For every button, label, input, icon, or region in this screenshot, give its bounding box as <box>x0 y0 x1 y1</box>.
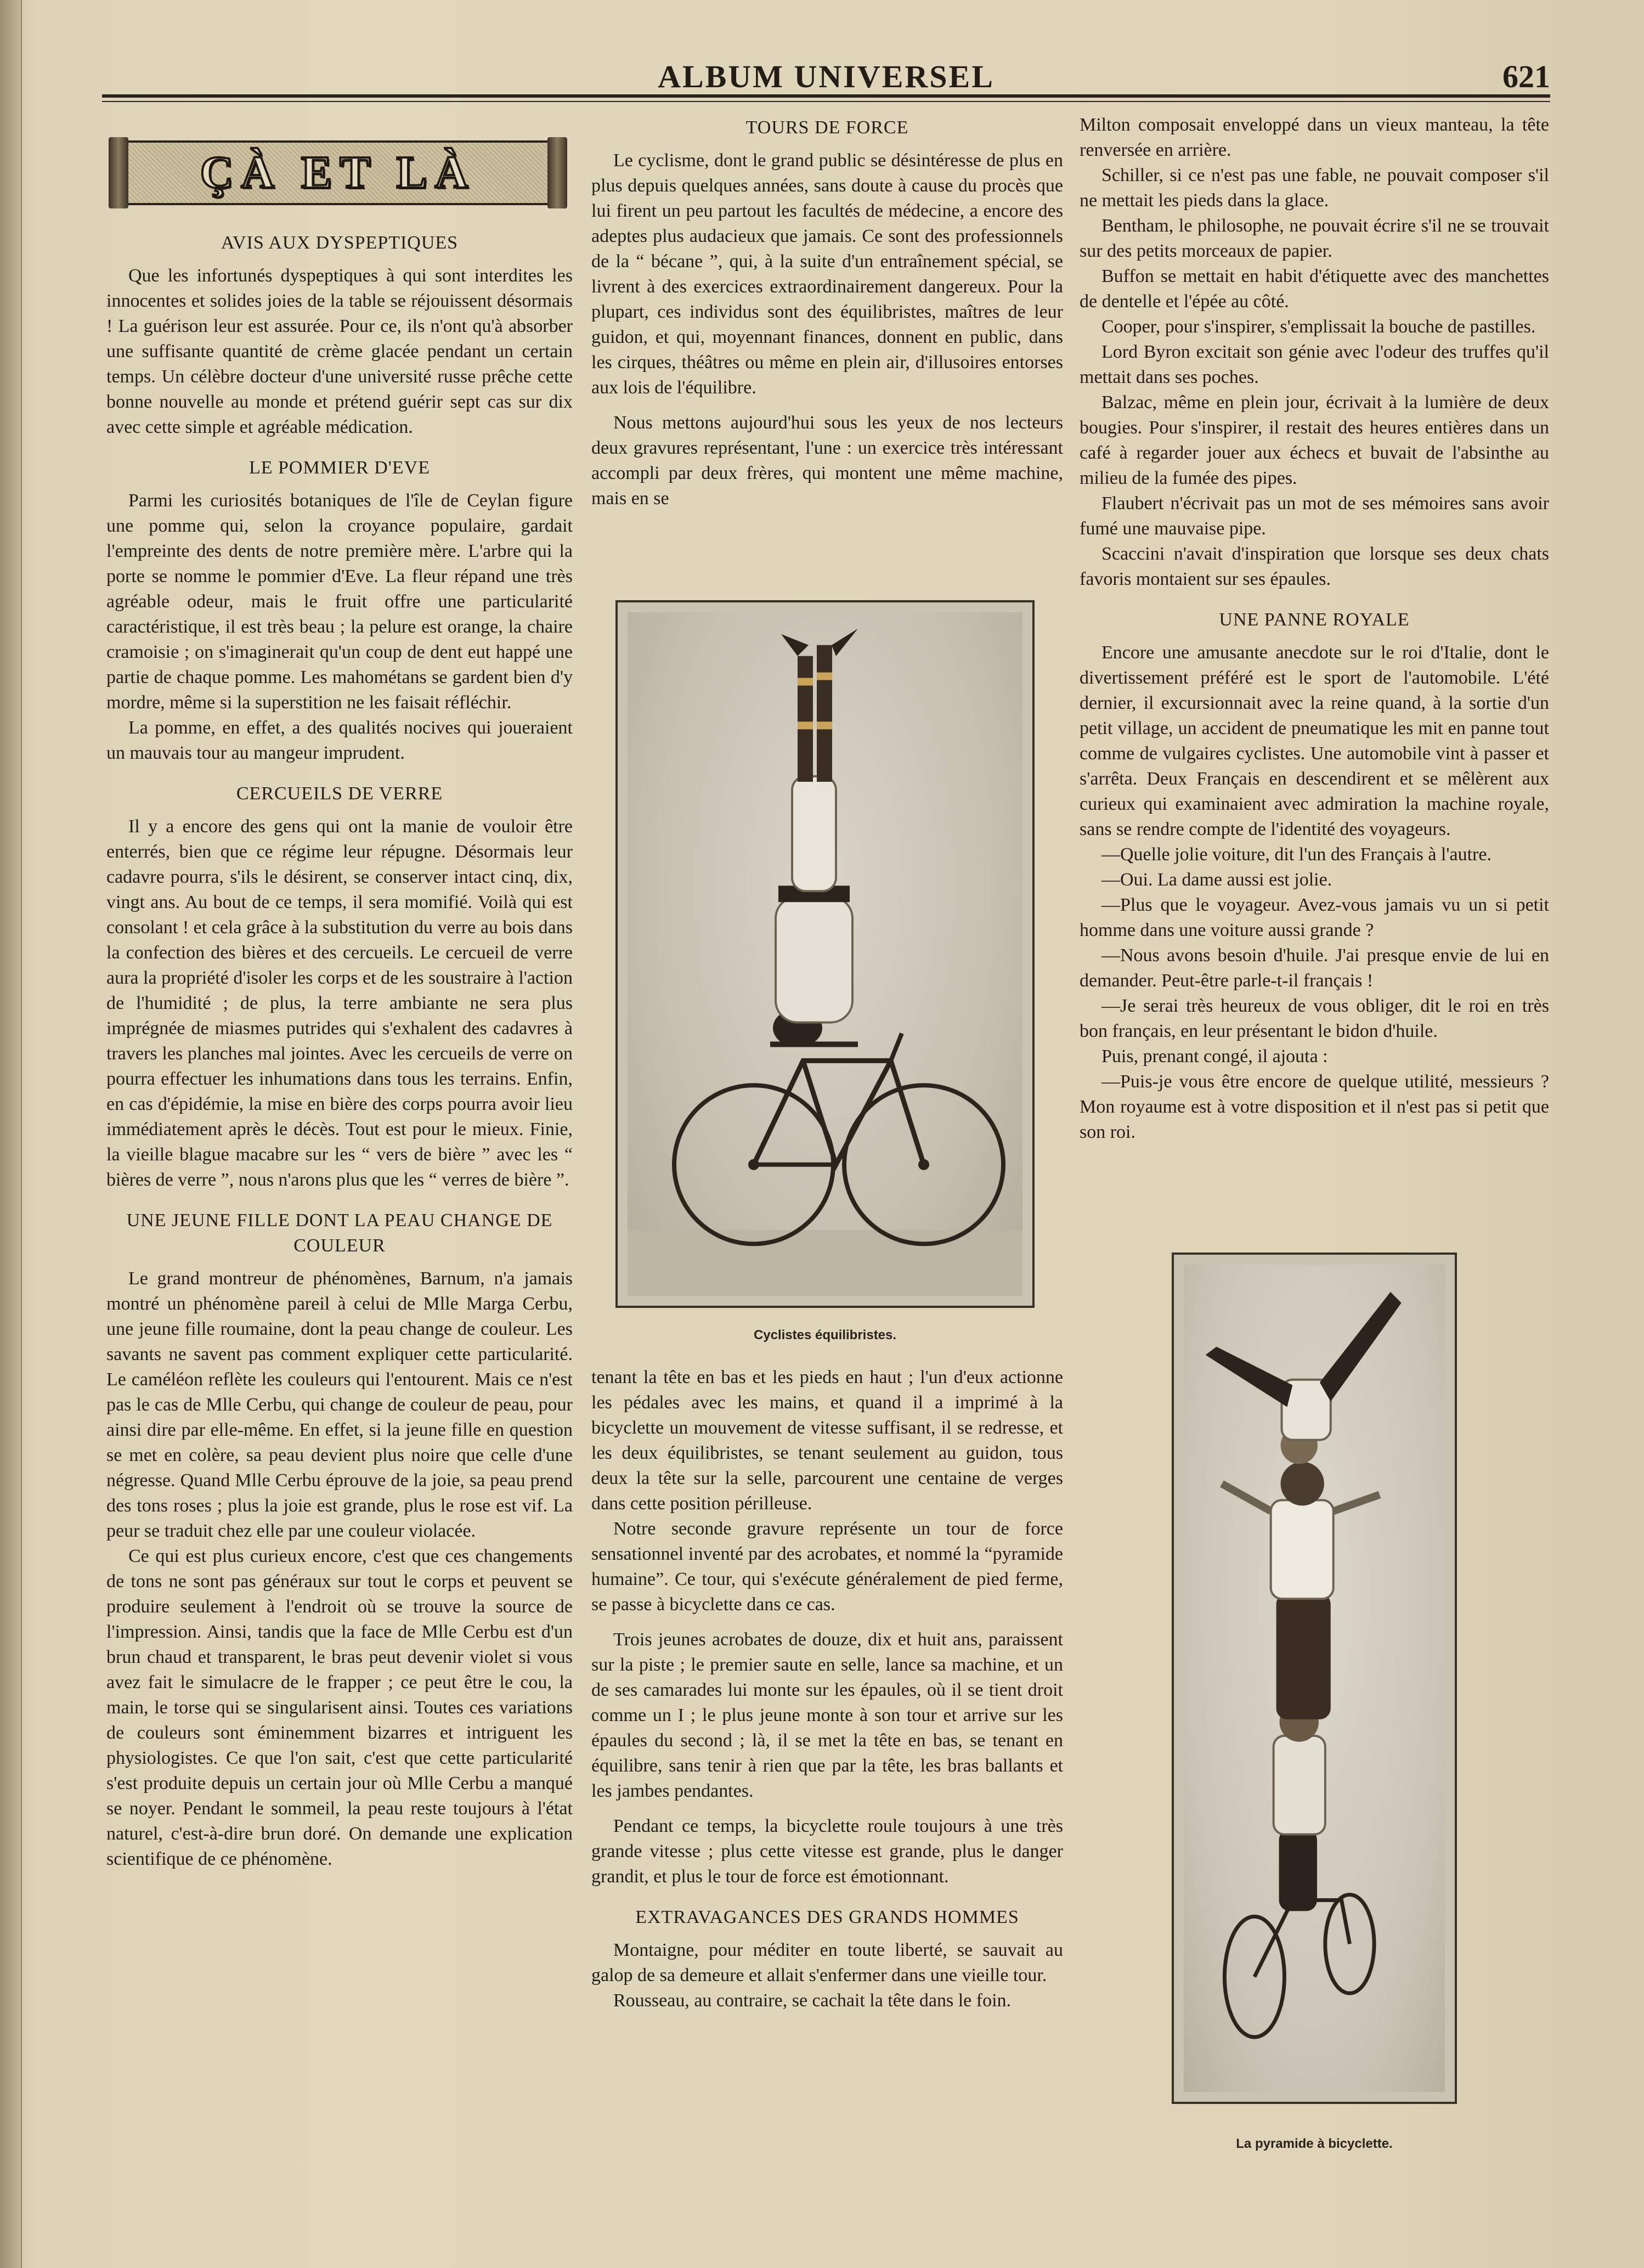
header-rule-thick <box>102 94 1550 98</box>
article-title: AVIS AUX DYSPEPTIQUES <box>221 233 459 253</box>
article-paragraph: Ce qui est plus curieux encore, c'est que ces changements de tons ne sont pas généraux sur tout le corps et peuvent se produire seulement à l'endroit où se trouve la source de l'impression. Ainsi, tandis que la face de Mlle Cerbu est d'un brun chaud et transparent, le bras peut devenir violet si vous avez fait le simulacre de le frapper ; ce peut être le cou, la main, le torse qui se singularisent ainsi. Toutes ces variations de couleurs sont éminemment bizarres et intriguent les physiologistes. Ce que l'on sait, c'est que cette particularité s'est produite depuis un certain jour où Mlle Cerbu a manqué se noyer. Pendant le sommeil, la peau reste toujours à l'état naturel, c'est-à-dire brun doré. On demande une explication scientifique de ce phénomène. <box>106 1546 573 1869</box>
article-paragraph: Notre seconde gravure représente un tour de force sensationnel inventé par des acrobates, et nommé la “pyramide humaine”. Ce tour, qui s'exécute généralement de pied ferme, se passe à bicyclette dans ce cas. <box>591 1519 1063 1615</box>
page-number: 621 <box>1502 59 1550 94</box>
column-middle-bottom <box>591 1365 1063 2013</box>
article-paragraph: Montaigne, pour méditer en toute liberté, se sauvait au galop de sa demeure et allait s'enfermer dans une vieille tour. <box>591 1940 1063 1985</box>
article-paragraph: Parmi les curiosités botaniques de l'île de Ceylan figure une pomme qui, selon la croyance populaire, gardait l'empreinte des dents de notre première mère. L'arbre qui la porte se nomme le pommier d'Eve. La fleur répand une très agréable odeur, mais le fruit offre une particularité caractéristique, il est très beau ; la pelure est orange, la chaire cramoisie ; on s'imaginerait qu'un coup de dent eut happé une partie de chaque pomme. Les mahométans se gardent bien d'y mordre, même si la superstition ne les faisait réfléchir. <box>106 490 573 713</box>
article-paragraph: Flaubert n'écrivait pas un mot de ses mémoires sans avoir fumé une mauvaise pipe. <box>1080 493 1549 539</box>
article-paragraph: Trois jeunes acrobates de douze, dix et huit ans, paraissent sur la piste ; le premier saute en selle, lance sa machine, et un de ses camarades lui monte sur les épaules, où il se tient droit comme un I ; le plus jeune monte à son tour et arrive sur les épaules du second ; là, il se met la tête en bas, se tenant en équilibre, sans tenir à rien que par la tête, les bras ballants et les jambes pendantes. <box>591 1629 1063 1801</box>
column-right <box>1080 112 1549 1145</box>
article-title: CERCUEILS DE VERRE <box>236 783 443 804</box>
article-paragraph: —Puis-je vous être encore de quelque utilité, messieurs ? Mon royaume est à votre disposition et il n'est pas si petit que son roi. <box>1080 1071 1549 1142</box>
article-paragraph: —Plus que le voyageur. Avez-vous jamais vu un si petit homme dans une voiture aussi grande ? <box>1080 895 1549 940</box>
upside-down-cyclists-illustration <box>628 612 1022 1296</box>
column-middle-top <box>591 115 1063 511</box>
article-title: EXTRAVAGANCES DES GRANDS HOMMES <box>635 1907 1019 1927</box>
article-paragraph: Scaccini n'avait d'inspiration que lorsque ses deux chats favoris montaient sur ses épaules. <box>1080 544 1549 589</box>
column-left <box>106 230 573 1872</box>
article-title: TOURS DE FORCE <box>745 117 909 138</box>
photo-image <box>1184 1265 1445 2092</box>
article-paragraph: Le grand montreur de phénomènes, Barnum, n'a jamais montré un phénomène pareil à celui de Mlle Marga Cerbu, une jeune fille roumaine, dont la peau change de couleur. Les savants ne savent pas comment expliquer cette particularité. Le caméléon reflète les couleurs qui l'entourent. Mais ce n'est pas le cas de Mlle Cerbu, qui change de couleur de peau, pour ainsi dire par elle-même. En effet, si la jeune fille en question se met en colère, sa peau devient plus noire que celle d'une négresse. Quand Mlle Cerbu éprouve de la joie, sa peau prend des tons roses ; plus la joie est grande, plus le rose est vif. La peur se traduit chez elle par une couleur violacée. <box>106 1268 573 1541</box>
article-paragraph: —Nous avons besoin d'huile. J'ai presque envie de lui en demander. Peut-être parle-t-il français ! <box>1080 945 1549 991</box>
photo-cyclistes-equilibristes <box>615 600 1035 1308</box>
page-binding-edge <box>0 0 22 2268</box>
article-paragraph: Nous mettons aujourd'hui sous les yeux de nos lecteurs deux gravures représentant, l'une : un exercice très intéressant accompli par deux frères, qui montent une même machine, mais en se <box>591 413 1063 509</box>
article-paragraph: Rousseau, au contraire, se cachait la tête dans le foin. <box>613 1990 1012 2011</box>
article-paragraph: tenant la tête en bas et les pieds en haut ; l'un d'eux actionne les pédales avec les mains, et quand il a imprimé à la bicyclette un mouvement de vitesse suffisant, il se redresse, et les deux équilibristes, se tenant seulement au guidon, tous deux la tête sur la selle, parcourent une centaine de verges dans cette position périlleuse. <box>591 1367 1063 1514</box>
article-paragraph: —Quelle jolie voiture, dit l'un des Français à l'autre. <box>1101 844 1492 865</box>
article-paragraph: Encore une amusante anecdote sur le roi d'Italie, dont le divertissement préféré est le sport de l'automobile. L'été dernier, il excursionnait avec la reine quand, à la sortie d'un petit village, un accident de pneumatique les mit en panne tout comme de vulgaires cyclistes. Une automobile vint à passer et s'arrêta. Deux Français en descendirent et se mêlèrent aux curieux qui examinaient avec admiration la machine royale, sans se rendre compte de l'identité des voyageurs. <box>1080 642 1549 839</box>
photo-image <box>628 612 1022 1296</box>
article-paragraph: Balzac, même en plein jour, écrivait à la lumière de deux bougies. Pour s'inspirer, il restait des heures entières dans un café à regarder jouer aux échecs et buvait de l'absinthe au milieu de la fumée des pipes. <box>1080 392 1549 488</box>
article-paragraph: La pomme, en effet, a des qualités nocives qui joueraient un mauvais tour au mangeur imprudent. <box>106 718 573 763</box>
banner-label: ÇÀ ET LÀ <box>200 147 476 198</box>
photo-caption: La pyramide à bicyclette. <box>1236 2136 1393 2151</box>
page-header <box>102 55 1550 99</box>
article-paragraph: —Je serai très heureux de vous obliger, dit le roi en très bon français, en leur présentant le bidon d'huile. <box>1080 996 1549 1041</box>
article-paragraph: Que les infortunés dyspeptiques à qui sont interdites les innocentes et solides joies de la table se réjouissent désormais ! La guérison leur est assurée. Pour ce, ils n'ont qu'à absorber une suffisante quantité de crème glacée pendant un certain temps. Un célèbre docteur d'une université russe prêche cette bonne nouvelle au monde et prétend guérir sept cas sur dix avec cette simple et agréable médication. <box>106 266 573 437</box>
article-paragraph: Puis, prenant congé, il ajouta : <box>1101 1046 1328 1067</box>
article-paragraph: —Oui. La dame aussi est jolie. <box>1101 870 1332 890</box>
article-paragraph: Buffon se mettait en habit d'étiquette avec des manchettes de dentelle et l'épée au côté. <box>1080 266 1549 312</box>
article-paragraph: Il y a encore des gens qui ont la manie de vouloir être enterrés, bien que ce régime leur répugne. Désormais leur cadavre pourra, s'ils le désirent, se conserver intact cinq, dix, vingt ans. Au bout de ce temps, il sera momifié. Voilà qui est consolant ! et cela grâce à la substitution du verre au bois dans la confection des bières et des cercueils. Le cercueil de verre aura la propriété d'isoler les corps et de les soustraire à l'action de l'humidité ; de plus, la terre ambiante ne sera plus imprégnée de miasmes putrides qui s'exhalent des cadavres à travers les planches mal jointes. Avec les cercueils de verre on pourra effectuer les inhumations dans tous les terrains. Enfin, en cas d'épidémie, la mise en bière des corps pourra avoir lieu immédiatement après le décès. Tout est pour le mieux. Finie, la vieille blague macabre sur les “ vers de bière ” avec les “ bières de verre ”, nous n'arons plus que les “ verres de bière ”. <box>106 816 573 1190</box>
article-title: UNE PANNE ROYALE <box>1219 610 1410 630</box>
photo-pyramide-a-bicyclette <box>1172 1253 1457 2104</box>
header-rule-thin <box>102 101 1550 102</box>
article-paragraph: Milton composait enveloppé dans un vieux manteau, la tête renversée en arrière. <box>1080 115 1549 160</box>
section-banner <box>116 140 560 205</box>
article-paragraph: Schiller, si ce n'est pas une fable, ne pouvait composer s'il ne mettait les pieds dans la glace. <box>1080 165 1549 211</box>
publication-title: ALBUM UNIVERSEL <box>658 59 995 94</box>
human-pyramid-bicycle-illustration <box>1184 1265 1445 2092</box>
article-paragraph: Lord Byron excitait son génie avec l'odeur des truffes qu'il mettait dans ses poches. <box>1080 342 1549 387</box>
article-title: UNE JEUNE FILLE DONT LA PEAU CHANGE DE COULEUR <box>126 1210 553 1256</box>
article-paragraph: Pendant ce temps, la bicyclette roule toujours à une très grande vitesse ; plus cette vitesse est grande, plus le danger grandit, et plus le tour de force est émotionnant. <box>591 1816 1063 1887</box>
article-title: LE POMMIER D'EVE <box>248 458 430 478</box>
photo-caption: Cyclistes équilibristes. <box>753 1328 897 1342</box>
article-paragraph: Cooper, pour s'inspirer, s'emplissait la bouche de pastilles. <box>1101 317 1536 337</box>
article-paragraph: Le cyclisme, dont le grand public se désintéresse de plus en plus depuis quelques années, sans doute à cause du procès que lui firent un peu partout les facultés de médecine, a encore des adeptes plus audacieux que jamais. Ce sont des professionnels de la “ bécane ”, qui, à la suite d'un entraînement spécial, se livrent à des exercices extraordinairement dangereux. Pour la plupart, ces individus sont des équilibristes, maîtres de leur guidon, et qui, moyennant finances, donnent en public, dans les cirques, théâtres ou même en plein air, d'illusoires entorses aux lois de l'équilibre. <box>591 150 1063 398</box>
article-paragraph: Bentham, le philosophe, ne pouvait écrire s'il ne se trouvait sur des petits morceaux de papier. <box>1080 216 1549 261</box>
